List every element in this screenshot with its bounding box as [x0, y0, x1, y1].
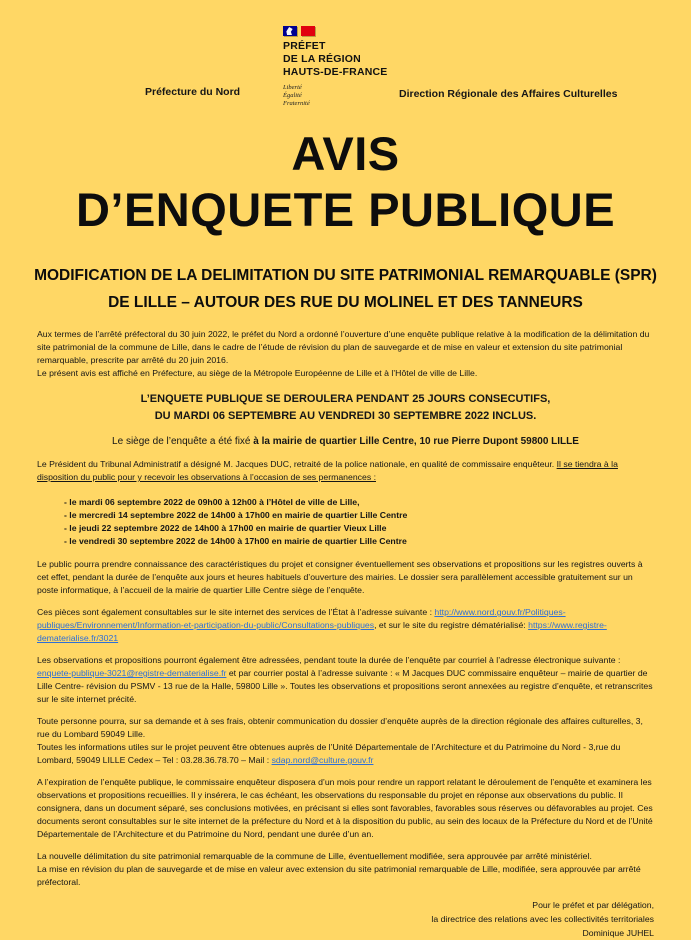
prefecture-label: Préfecture du Nord	[145, 86, 241, 98]
duration-heading-line1: L’ENQUETE PUBLIQUE SE DEROULERA PENDANT 25 JOURS CONSECUTIFS,	[140, 393, 551, 405]
notice-subtitle: MODIFICATION DE LA DELIMITATION DU SITE PATRIMONIAL REMARQUABLE (SPR) DE LILLE – AUTOUR DES RUE DU MOLINEL ET DES TANNEURS	[34, 267, 657, 311]
red-flag-icon	[301, 26, 315, 36]
observations-text-2: et par courrier postal à l’adresse suivante : « M Jacques DUC commissaire enquêteur – mairie de quartier de Lille Centre- révision du PSMV - 13 rue de la Halle, 59800 Lille ». Toutes les observations et propositions seront annexées au registre d’enquête, et retranscrites sur le site internet précité.	[37, 668, 653, 704]
report-paragraph: A l’expiration de l’enquête publique, le commissaire enquêteur disposera d’un mois pour rendre un rapport relatant le déroulement de l’enquête et examinera les observations et propositions recueillies. Il y insérera, le cas échéant, les observations du responsable du projet en réponse aux observations du public. Il consignera, dans un document séparé, ses conclusions motivées, en précisant si elles sont favorables, favorables sous réserves ou défavorables au projet. Ces documents seront consultables sur le site internet de la préfecture du Nord et à la disposition du public, au sein des locaux de la Préfecture du Nord et de l’Unité Départementale de l’Architecture et du Patrimoine du Nord, pendant une durée d’un an.	[37, 777, 653, 839]
page-title	[0, 126, 691, 238]
logo-title-line2: DE LA RÉGION	[283, 53, 361, 65]
approval-paragraph	[37, 850, 654, 889]
logo-title-line1: PRÉFET	[283, 40, 326, 52]
logo-title-line3: HAUTS-DE-FRANCE	[283, 66, 388, 78]
enquiry-seat-line	[37, 435, 654, 448]
intro-paragraph	[37, 328, 654, 380]
page-title-line1: AVIS	[291, 127, 400, 180]
registre-dematerialise-link[interactable]: https://www.registre-dematerialise.fr/3021	[37, 620, 607, 643]
intro-text-2: Le présent avis est affiché en Préfecture, au siège de la Métropole Européenne de Lille et à l’Hôtel de ville de Lille.	[37, 368, 478, 378]
seat-text-bold: à la mairie de quartier Lille Centre, 10 rue Pierre Dupont 59800 LILLE	[253, 436, 579, 447]
signature-line-3: Dominique JUHEL	[582, 928, 654, 938]
motto-fraternite: Fraternité	[283, 100, 310, 107]
marianne-blue-flag-icon	[283, 26, 297, 36]
enquiry-duration-heading	[37, 391, 654, 425]
nord-gouv-link[interactable]: http://www.nord.gouv.fr/Politiques-publiques/Environnement/Information-et-participation-du-public/Consultations-publiques	[37, 607, 566, 630]
copy-info-paragraph	[37, 715, 654, 767]
permanence-item-4: - le vendredi 30 septembre 2022 de 14h00 à 17h00 en mairie de quartier Lille Centre	[64, 536, 407, 546]
commissioner-paragraph	[37, 458, 654, 484]
signature-line-2: la directrice des relations avec les collectivités territoriales	[431, 914, 654, 924]
copy-info-text-1: Toute personne pourra, sur sa demande et à ses frais, obtenir communication du dossier d’enquête auprès de la direction régionale des affaires culturelles, 3, rue du Lombard 59049 Lille.	[37, 716, 643, 739]
seat-text-normal: Le siège de l’enquête a été fixé	[112, 436, 254, 447]
sdap-mail-link[interactable]: sdap.nord@culture.gouv.fr	[271, 755, 374, 765]
documents-text-1: Ces pièces sont également consultables sur le site internet des services de l’État à l’adresse suivante :	[37, 607, 435, 617]
signature-line-1: Pour le préfet et par délégation,	[532, 900, 654, 910]
french-flag-blocks	[283, 26, 413, 36]
public-access-paragraph: Le public pourra prendre connaissance des caractéristiques du projet et consigner éventuellement ses observations et propositions sur les registres ouverts à cet effet, pendant la durée de l’enquête aux jours et heures habituels d’ouverture des mairies. Le dossier sera parallèlement accessible gratuitement sur un poste informatique, à l’accueil de la mairie de quartier Lille Centre siège de l’enquête.	[37, 559, 643, 595]
permanence-item-1: - le mardi 06 septembre 2022 de 09h00 à 12h00 à l’Hôtel de ville de Lille,	[64, 497, 360, 507]
observations-paragraph	[37, 654, 654, 706]
permanence-item-3: - le jeudi 22 septembre 2022 de 14h00 à 17h00 en mairie de quartier Vieux Lille	[64, 523, 387, 533]
page-title-line2: D’ENQUETE PUBLIQUE	[75, 183, 616, 236]
commissioner-permanences-text: Il se tiendra à la disposition du public pour y recevoir les observations à l’occasion de ses permanences :	[37, 459, 618, 482]
approval-text-2: La mise en révision du plan de sauvegarde et de mise en valeur avec extension du site patrimonial remarquable de Lille, modifiée, sera approuvée par arrêté préfectoral.	[37, 864, 641, 887]
motto-liberte: Liberté	[283, 84, 302, 91]
direction-label: Direction Régionale des Affaires Culturelles	[399, 88, 618, 100]
motto-egalite: Égalité	[283, 92, 302, 99]
logo-motto	[283, 84, 413, 108]
duration-heading-line2: DU MARDI 06 SEPTEMBRE AU VENDREDI 30 SEPTEMBRE 2022 INCLUS.	[154, 410, 537, 422]
commissioner-text: Le Président du Tribunal Administratif a désigné M. Jacques DUC, retraité de la police nationale, en qualité de commissaire enquêteur.	[37, 459, 557, 469]
observations-text-1: Les observations et propositions pourront également être adressées, pendant toute la durée de l’enquête par courriel à l’adresse électronique suivante :	[37, 655, 621, 665]
copy-info-text-2: Toutes les informations utiles sur le projet peuvent être obtenues auprès de l’Unité Départementale de l’Architecture et du Patrimoine du Nord - 3,rue du Lombard, 59049 LILLE Cedex – Tel : 03.28.36.78.70 – Mail :	[37, 742, 621, 765]
documents-paragraph	[37, 606, 654, 645]
marianne-silhouette-icon	[286, 27, 293, 35]
prefet-region-logo	[283, 26, 413, 108]
notice-body	[0, 316, 691, 940]
approval-text-1: La nouvelle délimitation du site patrimonial remarquable de la commune de Lille, éventuellement modifiée, sera approuvée par arrêté ministériel.	[37, 851, 592, 861]
permanence-item-2: - le mercredi 14 septembre 2022 de 14h00 à 17h00 en mairie de quartier Lille Centre	[64, 510, 408, 520]
document-header	[0, 0, 691, 112]
documents-text-2: , et sur le site du registre dématérialisé:	[374, 620, 529, 630]
signature-block	[37, 898, 654, 940]
enquiry-email-link[interactable]: enquete-publique-3021@registre-dematerialise.fr	[37, 668, 227, 678]
intro-text-1: Aux termes de l’arrêté préfectoral du 30 juin 2022, le préfet du Nord a ordonné l’ouverture d’une enquête publique relative à la modification de la délimitation du site patrimonial de la commune de Lille, dans le cadre de l’étude de révision du plan de sauvegarde et de mise en valeur et extension du site patrimonial remarquable, prescrite par arrêté du 20 juin 2016.	[37, 329, 650, 365]
permanences-list	[37, 496, 654, 548]
